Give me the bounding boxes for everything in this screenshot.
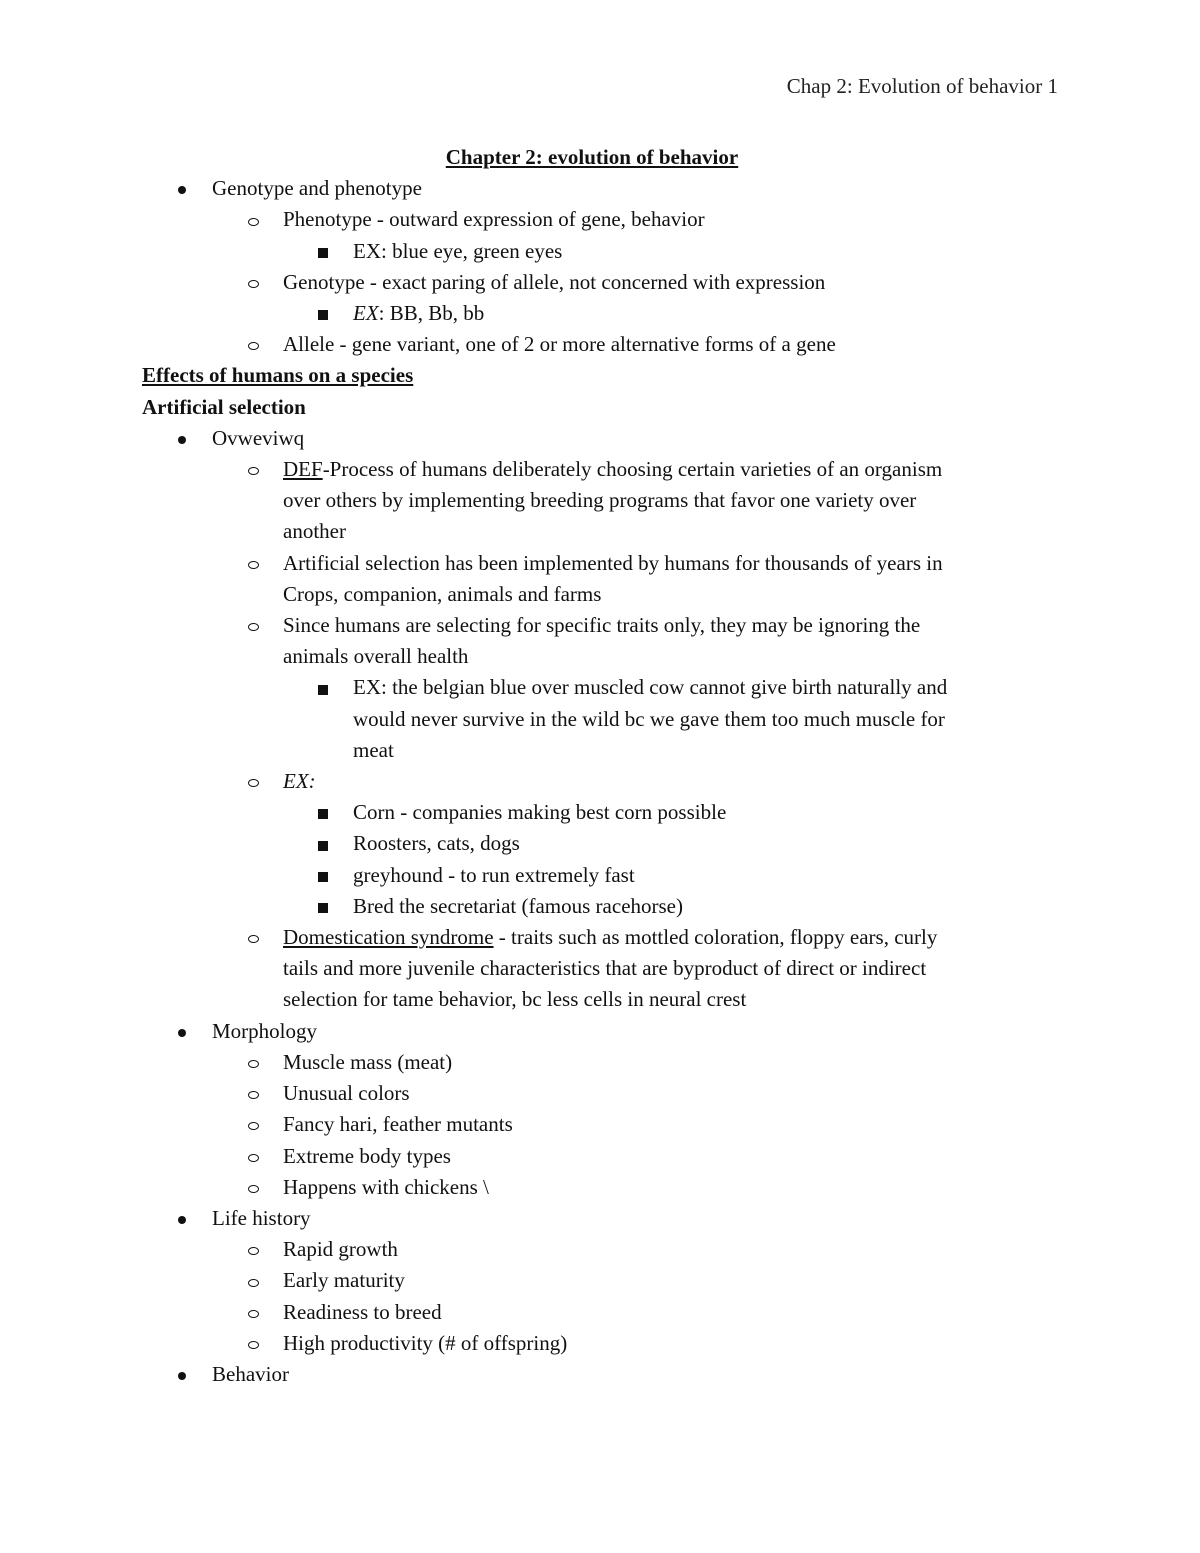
list-item-continuation: another bbox=[283, 519, 346, 544]
list-item: Bred the secretariat (famous racehorse) bbox=[142, 891, 1042, 922]
list-item-continuation: tails and more juvenile characteristics that are byproduct of direct or indirect bbox=[283, 956, 927, 981]
list-item-continuation: selection for tame behavior, bc less cells in neural crest bbox=[283, 987, 747, 1012]
bullet-circle-icon bbox=[243, 1297, 263, 1328]
bullet-square-icon bbox=[313, 298, 333, 329]
bullet-square-icon bbox=[313, 891, 333, 922]
bullet-circle-icon bbox=[243, 1265, 263, 1296]
list-item: Early maturity bbox=[142, 1265, 1042, 1296]
bullet-circle-icon bbox=[243, 922, 263, 953]
list-item: DEF-Process of humans deliberately choosing certain varieties of an organism bbox=[142, 454, 1042, 485]
list-item: EX: blue eye, green eyes bbox=[142, 236, 1042, 267]
bullet-square-icon bbox=[313, 828, 333, 859]
list-item: Roosters, cats, dogs bbox=[142, 828, 1042, 859]
bullet-circle-icon bbox=[243, 204, 263, 235]
bullet-circle-icon bbox=[243, 329, 263, 360]
bullet-dot-icon bbox=[172, 173, 192, 204]
list-item: Behavior bbox=[142, 1359, 1042, 1390]
bullet-circle-icon bbox=[243, 267, 263, 298]
bullet-square-icon bbox=[313, 236, 333, 267]
bullet-square-icon bbox=[313, 672, 333, 703]
list-item-continuation: meat bbox=[353, 737, 394, 762]
bullet-circle-icon bbox=[243, 1234, 263, 1265]
bullet-circle-icon bbox=[243, 610, 263, 641]
bullet-dot-icon bbox=[172, 1203, 192, 1234]
list-item: Morphology bbox=[142, 1016, 1042, 1047]
bullet-circle-icon bbox=[243, 1047, 263, 1078]
bullet-circle-icon bbox=[243, 1141, 263, 1172]
list-item-continuation: Crops, companion, animals and farms bbox=[283, 581, 602, 606]
bullet-square-icon bbox=[313, 797, 333, 828]
list-item: Fancy hari, feather mutants bbox=[142, 1109, 1042, 1140]
list-item: EX: bbox=[142, 766, 1042, 797]
list-item-continuation: animals overall health bbox=[283, 644, 469, 669]
list-item: Rapid growth bbox=[142, 1234, 1042, 1265]
bullet-circle-icon bbox=[243, 766, 263, 797]
list-item: Readiness to breed bbox=[142, 1297, 1042, 1328]
bullet-circle-icon bbox=[243, 1328, 263, 1359]
list-item: EX: the belgian blue over muscled cow cannot give birth naturally and bbox=[142, 672, 1042, 703]
document-body bbox=[142, 142, 1042, 1390]
list-item: High productivity (# of offspring) bbox=[142, 1328, 1042, 1359]
bullet-square-icon bbox=[313, 860, 333, 891]
bullet-circle-icon bbox=[243, 1078, 263, 1109]
page-header: Chap 2: Evolution of behavior 1 bbox=[786, 74, 1058, 98]
section-heading-effects: Effects of humans on a species bbox=[142, 363, 414, 388]
list-item: EX: BB, Bb, bb bbox=[142, 298, 1042, 329]
list-item: Phenotype - outward expression of gene, behavior bbox=[142, 204, 1042, 235]
list-item: Life history bbox=[142, 1203, 1042, 1234]
chapter-title: Chapter 2: evolution of behavior bbox=[445, 145, 739, 169]
list-item: Happens with chickens \ bbox=[142, 1172, 1042, 1203]
section-heading-artificial: Artificial selection bbox=[142, 394, 306, 419]
list-item: Artificial selection has been implemented by humans for thousands of years in bbox=[142, 548, 1042, 579]
list-item: Unusual colors bbox=[142, 1078, 1042, 1109]
bullet-circle-icon bbox=[243, 548, 263, 579]
list-item-continuation: over others by implementing breeding programs that favor one variety over bbox=[283, 488, 917, 513]
list-item: Ovweviwq bbox=[142, 423, 1042, 454]
bullet-dot-icon bbox=[172, 1016, 192, 1047]
list-item: greyhound - to run extremely fast bbox=[142, 860, 1042, 891]
list-item: Corn - companies making best corn possible bbox=[142, 797, 1042, 828]
bullet-circle-icon bbox=[243, 1172, 263, 1203]
list-item: Since humans are selecting for specific traits only, they may be ignoring the bbox=[142, 610, 1042, 641]
list-item: Muscle mass (meat) bbox=[142, 1047, 1042, 1078]
bullet-circle-icon bbox=[243, 1109, 263, 1140]
bullet-circle-icon bbox=[243, 454, 263, 485]
list-item: Genotype and phenotype bbox=[142, 173, 1042, 204]
list-item: Genotype - exact paring of allele, not concerned with expression bbox=[142, 267, 1042, 298]
list-item: Allele - gene variant, one of 2 or more alternative forms of a gene bbox=[142, 329, 1042, 360]
bullet-dot-icon bbox=[172, 423, 192, 454]
bullet-dot-icon bbox=[172, 1359, 192, 1390]
list-item: Extreme body types bbox=[142, 1141, 1042, 1172]
list-item-continuation: would never survive in the wild bc we gave them too much muscle for bbox=[353, 706, 945, 731]
list-item: Domestication syndrome - traits such as mottled coloration, floppy ears, curly bbox=[142, 922, 1042, 953]
